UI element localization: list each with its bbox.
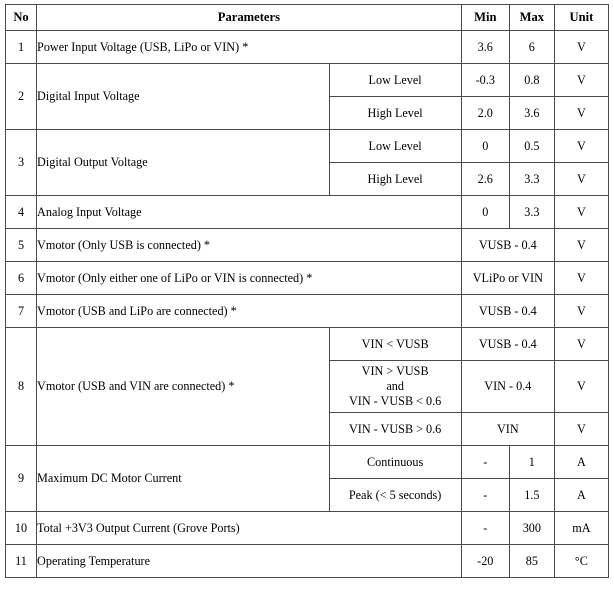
- row-sub-parameter: High Level: [329, 97, 461, 130]
- row-unit: A: [554, 479, 608, 512]
- row-no: 5: [6, 229, 37, 262]
- row-unit: °C: [554, 545, 608, 578]
- row-sub-parameter: Continuous: [329, 446, 461, 479]
- header-row: [6, 5, 609, 31]
- row-sub-parameter: [329, 361, 461, 413]
- row-max: 3.6: [509, 97, 554, 130]
- row-min: -20: [461, 545, 509, 578]
- table-row: [6, 31, 609, 64]
- row-max: 300: [509, 512, 554, 545]
- row-unit: V: [554, 361, 608, 413]
- row-unit: V: [554, 196, 608, 229]
- row-parameter: Operating Temperature: [37, 545, 462, 578]
- row-max: 1.5: [509, 479, 554, 512]
- row-max: 0.8: [509, 64, 554, 97]
- table-header: [6, 5, 609, 31]
- row-parameter: Analog Input Voltage: [37, 196, 462, 229]
- header-min: Min: [461, 5, 509, 31]
- table-row: [6, 545, 609, 578]
- row-parameter: Vmotor (Only USB is connected) *: [37, 229, 462, 262]
- row-value-span: VUSB - 0.4: [461, 229, 554, 262]
- specifications-table: [5, 4, 609, 578]
- row-no: 7: [6, 295, 37, 328]
- header-parameters: Parameters: [37, 5, 462, 31]
- table-row: [6, 328, 609, 361]
- row-unit: A: [554, 446, 608, 479]
- row-unit: V: [554, 328, 608, 361]
- row-unit: V: [554, 64, 608, 97]
- sub-parameter-line: and: [386, 378, 404, 393]
- row-sub-parameter: Low Level: [329, 130, 461, 163]
- header-unit: Unit: [554, 5, 608, 31]
- row-max: 3.3: [509, 163, 554, 196]
- row-value-span: VUSB - 0.4: [461, 328, 554, 361]
- sub-parameter-line: VIN > VUSB: [361, 363, 429, 378]
- row-min: 0: [461, 196, 509, 229]
- row-no: 10: [6, 512, 37, 545]
- row-min: 3.6: [461, 31, 509, 64]
- row-no: 2: [6, 64, 37, 130]
- row-sub-parameter: High Level: [329, 163, 461, 196]
- row-unit: V: [554, 163, 608, 196]
- row-unit: V: [554, 229, 608, 262]
- header-no: No: [6, 5, 37, 31]
- row-no: 11: [6, 545, 37, 578]
- table-body: [6, 31, 609, 578]
- row-max: 85: [509, 545, 554, 578]
- row-sub-parameter: Peak (< 5 seconds): [329, 479, 461, 512]
- table-row: [6, 512, 609, 545]
- table-row: [6, 130, 609, 163]
- row-no: 8: [6, 328, 37, 446]
- row-parameter: Power Input Voltage (USB, LiPo or VIN) *: [37, 31, 462, 64]
- row-max: 1: [509, 446, 554, 479]
- sub-parameter-line: VIN - VUSB < 0.6: [348, 394, 442, 409]
- row-unit: V: [554, 31, 608, 64]
- row-max: 3.3: [509, 196, 554, 229]
- row-unit: mA: [554, 512, 608, 545]
- row-unit: V: [554, 262, 608, 295]
- table-row: [6, 196, 609, 229]
- row-parameter: Vmotor (USB and LiPo are connected) *: [37, 295, 462, 328]
- row-min: -: [461, 446, 509, 479]
- table-row: [6, 446, 609, 479]
- row-unit: V: [554, 130, 608, 163]
- row-no: 3: [6, 130, 37, 196]
- table-row: [6, 229, 609, 262]
- row-value-span: VLiPo or VIN: [461, 262, 554, 295]
- row-min: 2.6: [461, 163, 509, 196]
- header-max: Max: [509, 5, 554, 31]
- row-min: -0.3: [461, 64, 509, 97]
- row-min: 2.0: [461, 97, 509, 130]
- table-row: [6, 295, 609, 328]
- row-no: 6: [6, 262, 37, 295]
- row-no: 4: [6, 196, 37, 229]
- row-no: 1: [6, 31, 37, 64]
- row-value-span: VIN - 0.4: [461, 361, 554, 413]
- row-parameter: Total +3V3 Output Current (Grove Ports): [37, 512, 462, 545]
- row-max: 0.5: [509, 130, 554, 163]
- row-unit: V: [554, 295, 608, 328]
- row-min: -: [461, 479, 509, 512]
- row-sub-parameter: VIN - VUSB > 0.6: [329, 413, 461, 446]
- row-no: 9: [6, 446, 37, 512]
- row-parameter: Maximum DC Motor Current: [37, 446, 329, 512]
- table-row: [6, 64, 609, 97]
- row-value-span: VIN: [461, 413, 554, 446]
- row-min: -: [461, 512, 509, 545]
- row-parameter: Digital Input Voltage: [37, 64, 329, 130]
- row-unit: V: [554, 413, 608, 446]
- row-max: 6: [509, 31, 554, 64]
- row-value-span: VUSB - 0.4: [461, 295, 554, 328]
- row-sub-parameter: Low Level: [329, 64, 461, 97]
- row-sub-parameter: VIN < VUSB: [329, 328, 461, 361]
- row-parameter: Digital Output Voltage: [37, 130, 329, 196]
- table-row: [6, 262, 609, 295]
- row-min: 0: [461, 130, 509, 163]
- row-parameter: Vmotor (Only either one of LiPo or VIN is connected) *: [37, 262, 462, 295]
- row-unit: V: [554, 97, 608, 130]
- row-parameter: Vmotor (USB and VIN are connected) *: [37, 328, 329, 446]
